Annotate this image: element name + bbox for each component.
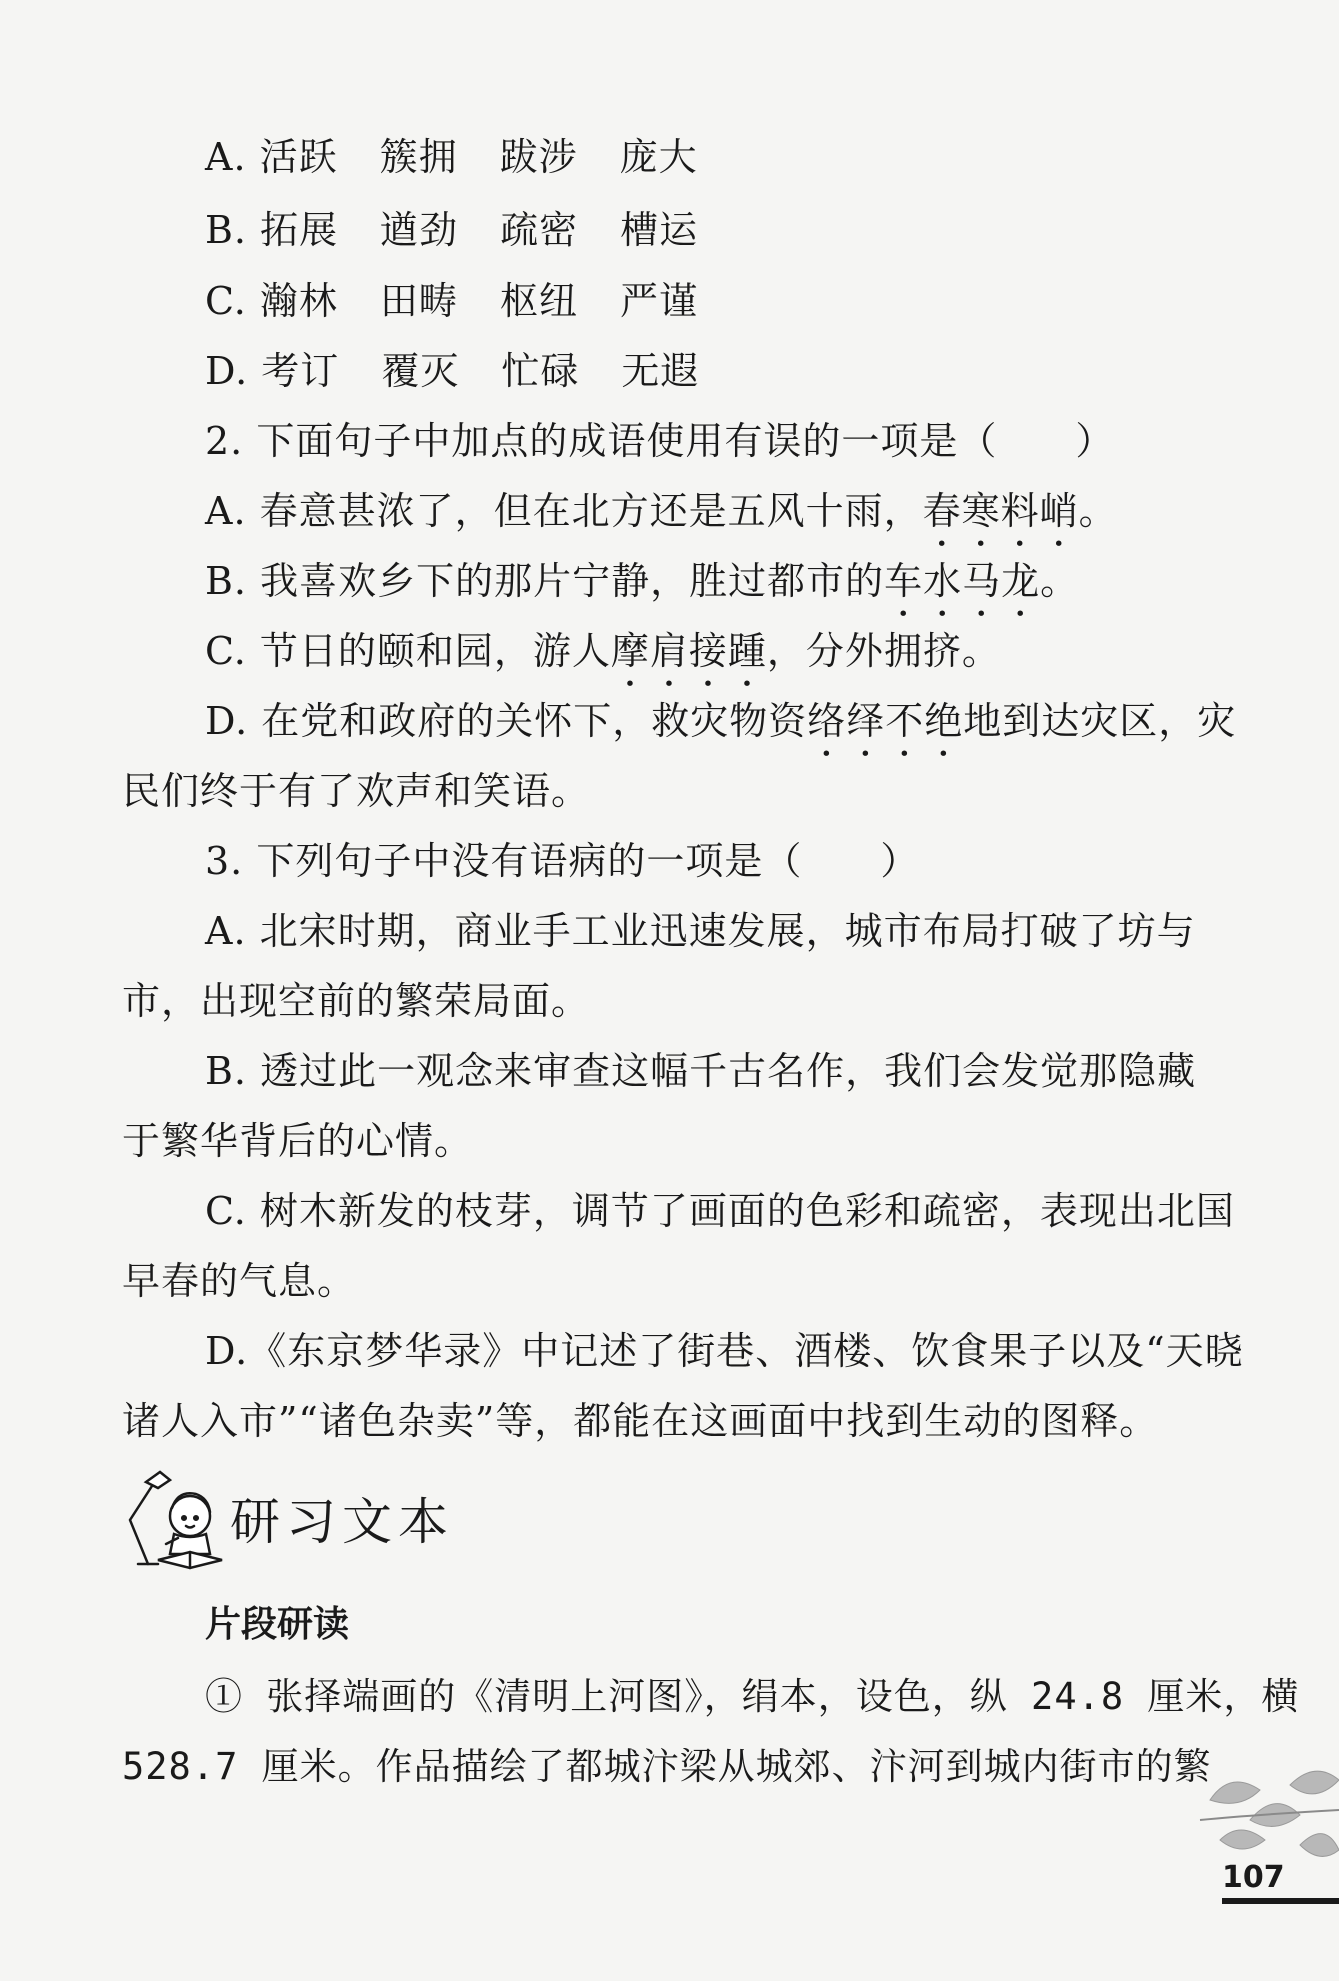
word: 活跃: [259, 135, 338, 179]
word: 无遐: [621, 349, 700, 393]
dotted-idiom: 络绎不绝: [807, 699, 964, 743]
option-letter: D.: [205, 349, 249, 393]
word: 簇拥: [379, 135, 458, 179]
q1-option-d: [205, 346, 1305, 396]
q2-option-d-line2: 民们终于有了欢声和笑语。: [122, 769, 591, 813]
q3-option-d-line1: D.《东京梦华录》中记述了街巷、酒楼、饮食果子以及“天晓: [205, 1329, 1244, 1373]
section-heading: 研习文本: [230, 1493, 454, 1551]
q3-option-a-line2: 市，出现空前的繁荣局面。: [122, 979, 591, 1023]
q3-option-b-line2: 于繁华背后的心情。: [122, 1119, 474, 1163]
page-number: 107: [1222, 1860, 1285, 1895]
passage-line-1: ① 张择端画的《清明上河图》，绢本，设色，纵 24.8 厘米，横: [205, 1675, 1300, 1718]
passage-line-2: 528.7 厘米。作品描绘了都城汴梁从城郊、汴河到城内街市的繁: [122, 1745, 1212, 1788]
q3-option-b-line1: B. 透过此一观念来审查这幅千古名作，我们会发觉那隐藏: [205, 1049, 1197, 1093]
section-subheading: 片段研读: [205, 1604, 350, 1645]
text: C. 节日的颐和园，游人: [205, 629, 611, 673]
text: 。: [1040, 559, 1080, 603]
word: 枢纽: [499, 279, 578, 323]
q2-option-d-line1: [205, 696, 1305, 765]
text: B. 我喜欢乡下的那片宁静，胜过都市的: [205, 559, 885, 603]
text: 。: [1078, 489, 1118, 533]
word: 覆灭: [381, 349, 460, 393]
study-child-icon: [118, 1468, 236, 1576]
word: 遒劲: [380, 208, 459, 252]
word: 拓展: [260, 208, 339, 252]
q2-stem: 2. 下面句子中加点的成语使用有误的一项是（ ）: [205, 419, 1115, 463]
q1-option-c: [205, 276, 1305, 326]
q2-option-a: [205, 486, 1305, 555]
option-letter: B.: [205, 208, 248, 252]
dotted-idiom: 春寒料峭: [922, 489, 1079, 533]
option-letter: A.: [205, 135, 247, 179]
text: ，分外拥挤。: [766, 629, 1001, 673]
q3-option-c-line1: C. 树木新发的枝芽，调节了画面的色彩和疏密，表现出北国: [205, 1189, 1235, 1233]
word: 田畴: [379, 279, 458, 323]
q2-option-b: [205, 556, 1305, 625]
page-number-bar: [1222, 1898, 1339, 1904]
word: 疏密: [500, 208, 579, 252]
q3-option-d-line2: 诸人入市”“诸色杂卖”等，都能在这画面中找到生动的图释。: [122, 1399, 1159, 1443]
q3-option-a-line1: A. 北宋时期，商业手工业迅速发展，城市布局打破了坊与: [205, 909, 1196, 953]
dotted-idiom: 摩肩接踵: [610, 629, 767, 673]
word: 严谨: [619, 279, 698, 323]
word: 瀚林: [259, 279, 338, 323]
word: 跋涉: [499, 135, 578, 179]
q1-option-a: [205, 132, 1305, 182]
text: D. 在党和政府的关怀下，救灾物资: [205, 699, 808, 743]
word: 忙碌: [501, 349, 580, 393]
word: 考订: [261, 349, 340, 393]
q2-option-c: [205, 626, 1305, 695]
q1-option-b: [205, 205, 1305, 255]
word: 庞大: [619, 135, 698, 179]
word: 槽运: [620, 208, 699, 252]
text: 地到达灾区，灾: [963, 699, 1237, 743]
dotted-idiom: 车水马龙: [884, 559, 1041, 603]
option-letter: C.: [205, 279, 247, 323]
q3-option-c-line2: 早春的气息。: [122, 1259, 357, 1303]
text: A. 春意甚浓了，但在北方还是五风十雨，: [205, 489, 923, 533]
q3-stem: 3. 下列句子中没有语病的一项是（ ）: [205, 839, 920, 883]
